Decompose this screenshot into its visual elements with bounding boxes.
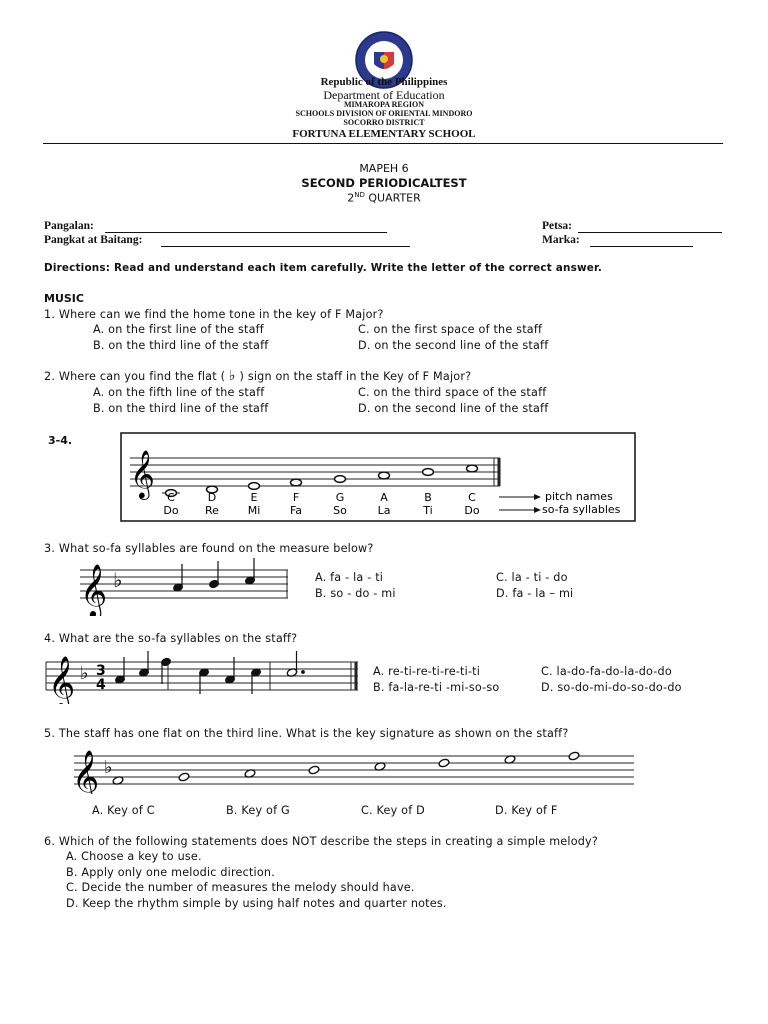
flat-icon: ♭ <box>113 568 123 592</box>
division-line: SCHOOLS DIVISION OF ORIENTAL MINDORO <box>295 109 473 118</box>
flat-icon: ♭ <box>104 757 113 778</box>
treble-clef-icon: 𝄞 <box>48 655 76 704</box>
q3-staff <box>76 556 292 616</box>
pitch-name: D <box>207 491 217 504</box>
treble-clef-icon: 𝄞 <box>80 563 108 616</box>
district-line: SOCORRO DISTRICT <box>343 118 425 127</box>
pitch-name: C <box>468 491 476 504</box>
scale-staff <box>120 432 636 522</box>
pitch-name: E <box>250 491 258 504</box>
q4-text: 4. What are the so-fa syllables on the staff? <box>44 632 298 645</box>
q4-option-a: A. re-ti-re-ti-re-ti-ti <box>373 665 481 678</box>
sofa-syllable: Re <box>205 504 219 517</box>
q3-option-b: B. so - do - mi <box>315 587 396 600</box>
q5-text: 5. The staff has one flat on the third line. What is the key signature as shown on the staff? <box>44 727 569 740</box>
time-signature-top: 3 <box>96 663 106 679</box>
sofa-syllable: So <box>333 504 347 517</box>
subject-title: MAPEH 6 <box>359 162 409 175</box>
q6-option-d: D. Keep the rhythm simple by using half notes and quarter notes. <box>66 897 447 910</box>
petsa-field[interactable] <box>578 232 722 233</box>
section-music: MUSIC <box>44 292 84 305</box>
sofa-syllable: La <box>377 504 391 517</box>
scale-note <box>335 476 346 483</box>
flat-icon: ♭ <box>228 368 236 384</box>
q1-option-c: C. on the first space of the staff <box>358 323 543 336</box>
header-divider <box>43 143 723 144</box>
q3-staff-svg <box>76 556 292 616</box>
note <box>308 765 320 775</box>
pangalan-field[interactable] <box>105 232 387 233</box>
directions: Directions: Read and understand each item carefully. Write the letter of the correct answer. <box>44 262 602 274</box>
q5-option-a: A. Key of C <box>92 804 155 817</box>
test-title: SECOND PERIODICALTEST <box>301 176 467 190</box>
q5-option-b: B. Key of G <box>226 804 290 817</box>
q4-staff <box>44 648 360 704</box>
department-line: Department of Education <box>323 88 445 102</box>
scale-figure <box>120 432 636 522</box>
q1-option-b: B. on the third line of the staff <box>93 339 269 352</box>
note <box>568 751 580 761</box>
scale-note <box>467 465 478 472</box>
marka-label: Marka: <box>542 234 580 246</box>
q2-option-b: B. on the third line of the staff <box>93 402 269 415</box>
pitch-name: C <box>167 491 175 504</box>
q4-notes <box>115 651 305 694</box>
quarter-number: 2 <box>347 191 355 205</box>
q5-option-d: D. Key of F <box>495 804 558 817</box>
pangkat-field[interactable] <box>161 246 410 247</box>
quarter-word: QUARTER <box>364 191 421 205</box>
republic-line: Republic of the Philippines <box>320 76 448 88</box>
q6-option-c: C. Decide the number of measures the melody should have. <box>66 881 415 894</box>
q4-option-b: B. fa-la-re-ti -mi-so-so <box>373 681 500 694</box>
q2-option-c: C. on the third space of the staff <box>358 386 547 399</box>
note <box>178 772 190 782</box>
q3-notes <box>173 558 256 592</box>
region-line: MIMAROPA REGION <box>343 100 425 109</box>
pangalan-label: Pangalan: <box>44 220 94 232</box>
treble-clef-icon: 𝄞 <box>130 449 155 498</box>
petsa-label: Petsa: <box>542 220 573 232</box>
scale-note <box>249 483 260 490</box>
sofa-syllable: Do <box>163 504 179 517</box>
q34-label: 3-4. <box>48 434 73 447</box>
q6-option-b: B. Apply only one melodic direction. <box>66 866 275 879</box>
q2-text-before: 2. Where can you find the flat ( <box>44 370 226 383</box>
q5-staff <box>70 744 638 794</box>
sofa-syllable: Do <box>464 504 480 517</box>
pitch-name: F <box>292 491 300 504</box>
pangkat-label: Pangkat at Baitang: <box>44 234 143 246</box>
q2-text-after: ) sign on the staff in the Key of F Major? <box>239 370 472 383</box>
note <box>438 758 450 768</box>
sofa-syllable: Ti <box>423 504 433 517</box>
sofa-syllable: Fa <box>289 504 303 517</box>
time-signature-bottom: 4 <box>96 677 106 693</box>
q3-option-c: C. la - ti - do <box>496 571 568 584</box>
treble-clef-icon: 𝄞 <box>72 749 100 794</box>
quarter-sup: ND <box>354 191 365 199</box>
q2-option-d: D. on the second line of the staff <box>358 402 549 415</box>
q1-option-a: A. on the first line of the staff <box>93 323 264 336</box>
pitch-name: A <box>380 491 388 504</box>
scale-note <box>291 479 302 486</box>
pitch-name: B <box>424 491 432 504</box>
q1-option-d: D. on the second line of the staff <box>358 339 549 352</box>
q3-option-d: D. fa - la – mi <box>496 587 574 600</box>
q6-text: 6. Which of the following statements does NOT describe the steps in creating a simple melody? <box>44 835 598 848</box>
q4-option-c: C. la-do-fa-do-la-do-do <box>541 665 672 678</box>
scale-note <box>379 472 390 479</box>
scale-note <box>423 469 434 476</box>
school-line: FORTUNA ELEMENTARY SCHOOL <box>292 128 476 140</box>
pitch-names-label: pitch names <box>545 490 613 503</box>
q4-staff-svg <box>44 648 360 704</box>
q6-option-a: A. Choose a key to use. <box>66 850 202 863</box>
q5-option-c: C. Key of D <box>361 804 425 817</box>
q5-staff-svg <box>70 744 638 794</box>
q4-option-d: D. so-do-mi-do-so-do-do <box>541 681 682 694</box>
sofa-syllable: Mi <box>247 504 261 517</box>
flat-icon: ♭ <box>80 663 89 684</box>
pitch-name: G <box>335 491 345 504</box>
marka-field[interactable] <box>590 246 693 247</box>
q1-text: 1. Where can we find the home tone in the key of F Major? <box>44 308 384 321</box>
quarter-title <box>0 191 768 205</box>
q3-option-a: A. fa - la - ti <box>315 571 384 584</box>
q3-text: 3. What so-fa syllables are found on the measure below? <box>44 542 374 555</box>
q2-option-a: A. on the fifth line of the staff <box>93 386 265 399</box>
q2-text <box>44 370 471 383</box>
sofa-syllables-label: so-fa syllables <box>542 503 621 516</box>
